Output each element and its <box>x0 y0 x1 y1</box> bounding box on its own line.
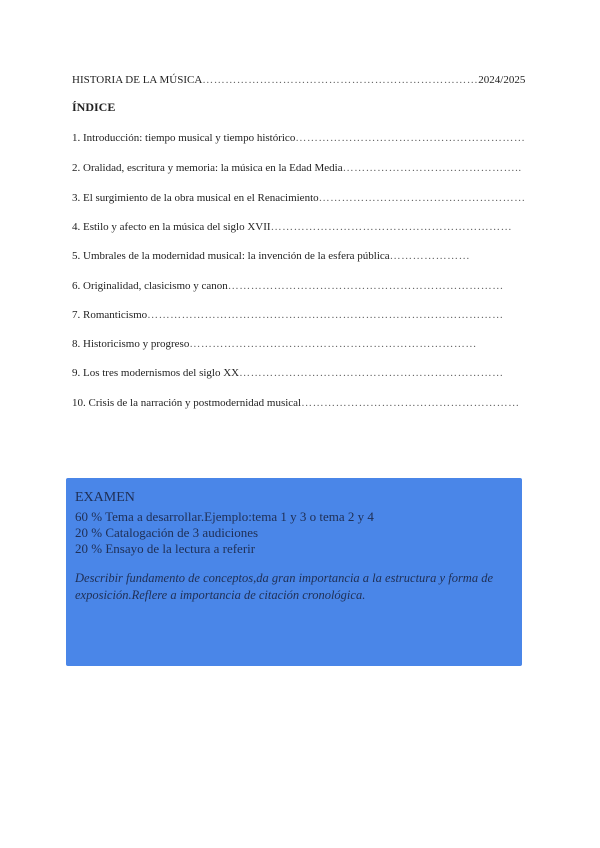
index-item-leader: ………………………………………………………………………………… <box>147 309 504 321</box>
index-item <box>72 308 512 322</box>
header-leader: ……………………………………………………………… <box>202 74 479 86</box>
index-item <box>72 396 520 410</box>
index-item <box>72 191 526 205</box>
index-item-leader: …………………………………………………………… <box>239 367 504 379</box>
index-item-leader: ………………… <box>389 250 471 262</box>
exam-title: EXAMEN <box>75 490 135 505</box>
course-title: HISTORIA DE LA MÚSICA <box>72 74 203 86</box>
exam-item: 20 % Ensayo de la lectura a referir <box>75 541 256 556</box>
index-item <box>72 161 522 175</box>
index-item-leader: ……………………………………………………………… <box>227 280 504 292</box>
exam-item: 20 % Catalogación de 3 audiciones <box>75 525 259 540</box>
academic-year: 2024/2025 <box>478 74 526 86</box>
index-item-text: 5. Umbrales de la modernidad musical: la invención de la esfera pública <box>72 250 390 262</box>
index-item-leader: …………………………………………………… <box>295 132 526 144</box>
index-item-text: 7. Romanticismo <box>72 309 148 321</box>
index-item-text: 2. Oralidad, escritura y memoria: la música en la Edad Media <box>72 162 343 174</box>
index-item-text: 6. Originalidad, clasicismo y canon <box>72 280 228 292</box>
index-item-text: 8. Historicismo y progreso <box>72 338 190 350</box>
exam-box <box>66 478 522 666</box>
index-item <box>72 220 512 234</box>
exam-note: Describir fundamento de conceptos,da gran importancia a la estructura y forma de exposición.Reflere a importancia de citación cronológica. <box>75 571 494 602</box>
index-heading: ÍNDICE <box>72 100 116 114</box>
index-item-leader: ………………………………………………… <box>301 397 520 409</box>
index-item-leader: ……………………………………….. <box>342 162 522 174</box>
index-item <box>72 279 512 293</box>
index-item-text: 9. Los tres modernismos del siglo XX <box>72 367 240 379</box>
index-item-text: 10. Crisis de la narración y postmodernidad musical <box>72 397 302 409</box>
index-item-text: 4. Estilo y afecto en la música del siglo XVII <box>72 221 271 233</box>
index-item-text: 3. El surgimiento de la obra musical en el Renacimiento <box>72 192 319 204</box>
index-item-leader: ………………………………………………………………… <box>189 338 477 350</box>
index-item-leader: ……………………………………………… <box>318 192 526 204</box>
index-item-leader: ……………………………………………………… <box>270 221 513 233</box>
index-item <box>72 131 526 145</box>
index-item <box>72 337 512 351</box>
index-item-text: 1. Introducción: tiempo musical y tiempo histórico <box>72 132 296 144</box>
exam-item: 60 % Tema a desarrollar.Ejemplo:tema 1 y 3 o tema 2 y 4 <box>75 509 374 524</box>
index-item <box>72 249 512 263</box>
index-item <box>72 366 512 380</box>
document-header <box>72 73 526 87</box>
